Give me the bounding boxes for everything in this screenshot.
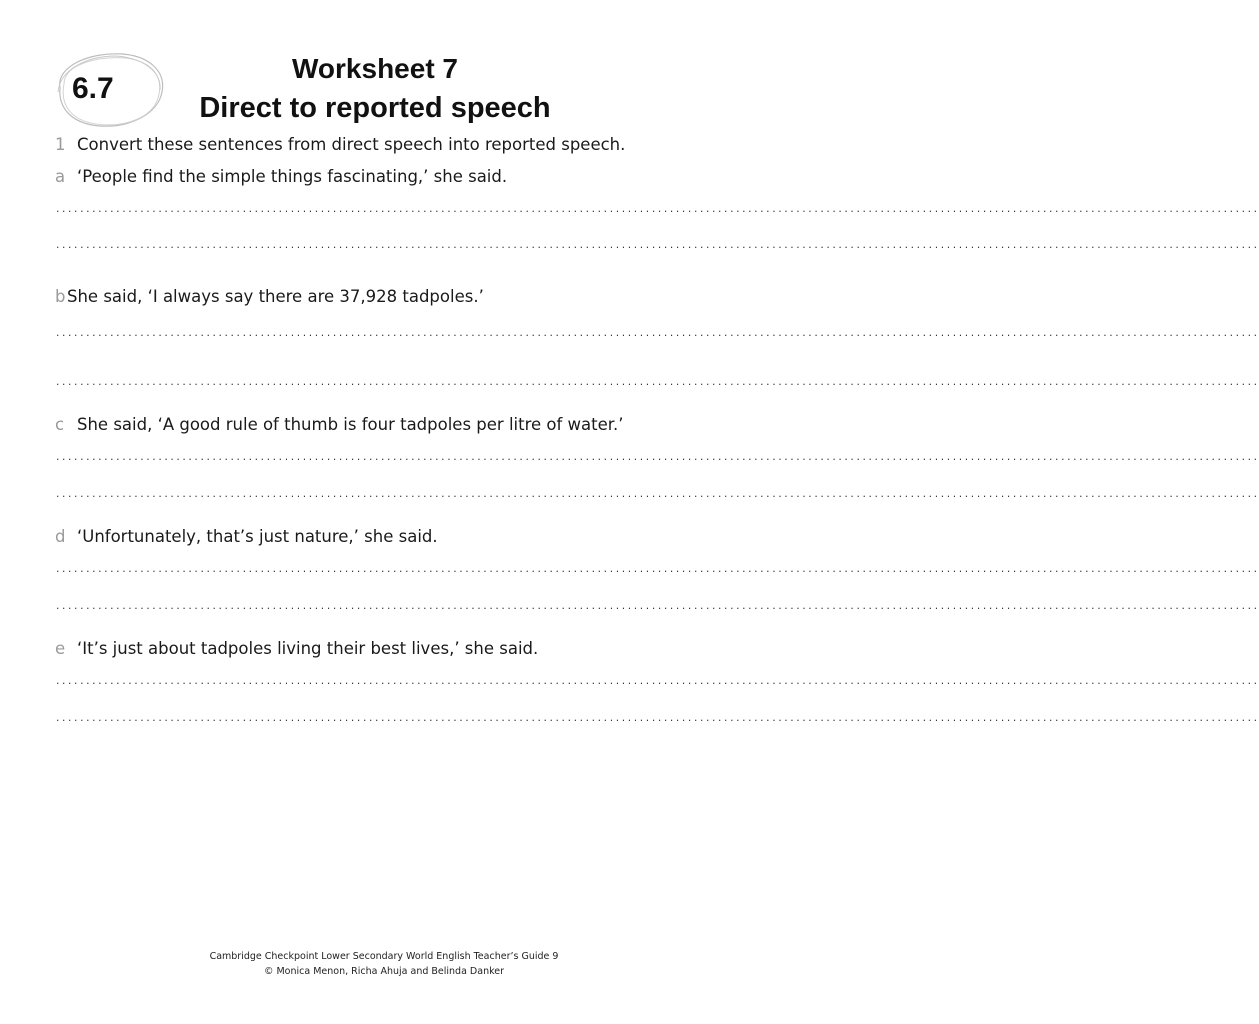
answer-line[interactable]: ........................................................................................................................................................................................................ [55, 565, 1259, 575]
answer-line[interactable]: ........................................................................................................................................................................................................ [55, 205, 1259, 215]
question-b [55, 287, 484, 307]
section-number: 6.7 [72, 72, 114, 105]
worksheet-subtitle: Direct to reported speech [199, 92, 551, 124]
question-label: b [55, 287, 66, 306]
task-instruction [55, 135, 625, 155]
question-text: ‘People find the simple things fascinating,’ she said. [77, 167, 508, 186]
question-text: ‘It’s just about tadpoles living their best lives,’ she said. [77, 639, 539, 658]
answer-line[interactable]: ........................................................................................................................................................................................................ [55, 378, 1259, 388]
question-text: She said, ‘I always say there are 37,928 tadpoles.’ [67, 287, 484, 306]
answer-line[interactable]: ........................................................................................................................................................................................................ [55, 677, 1259, 687]
answer-line[interactable]: ........................................................................................................................................................................................................ [55, 714, 1259, 724]
question-label: a [55, 167, 66, 186]
question-e [55, 639, 538, 659]
footer-copyright: © Monica Menon, Richa Ahuja and Belinda Danker [263, 966, 505, 977]
question-text: She said, ‘A good rule of thumb is four tadpoles per litre of water.’ [77, 415, 624, 434]
question-c [55, 415, 624, 435]
answer-line[interactable]: ........................................................................................................................................................................................................ [55, 602, 1259, 612]
answer-line[interactable]: ........................................................................................................................................................................................................ [55, 453, 1259, 463]
instruction-text: Convert these sentences from direct speech into reported speech. [77, 135, 626, 154]
question-a [55, 167, 507, 187]
question-text: ‘Unfortunately, that’s just nature,’ she said. [77, 527, 438, 546]
answer-line[interactable]: ........................................................................................................................................................................................................ [55, 241, 1259, 251]
question-label: d [55, 527, 66, 546]
question-label: e [55, 639, 66, 658]
question-label: c [55, 415, 65, 434]
question-d [55, 527, 438, 547]
task-number: 1 [55, 135, 66, 154]
answer-line[interactable]: ........................................................................................................................................................................................................ [55, 329, 1259, 339]
section-badge [50, 48, 170, 132]
footer-book-title: Cambridge Checkpoint Lower Secondary World English Teacher’s Guide 9 [209, 951, 559, 962]
answer-line[interactable]: ........................................................................................................................................................................................................ [55, 490, 1259, 500]
worksheet-title: Worksheet 7 [292, 53, 458, 84]
